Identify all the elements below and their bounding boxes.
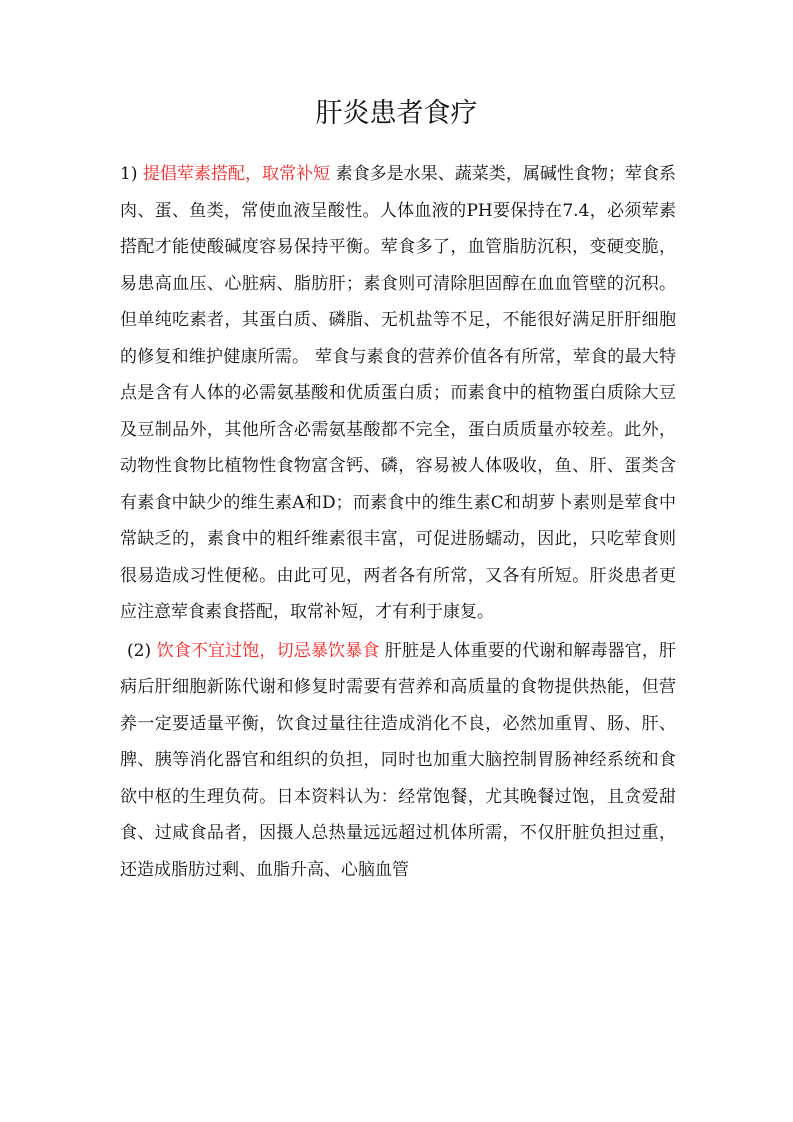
paragraph-2-heading: 饮食不宜过饱，切忌暴饮暴食 (156, 640, 380, 661)
paragraph-2-text: 肝脏是人体重要的代谢和解毒器官，肝病后肝细胞新陈代谢和修复时需要有营养和高质量的食物提供热能，但营养一定要适量平衡，饮食过量往往造成消化不良，必然加重胃、肠、肝、脾、胰等消化器官和组织的负担，同时也加重大脑控制胃肠神经系统和食欲中枢的生理负荷。日本资料认为：经常饱餐，尤其晚餐过饱，且贪爱甜食、过咸食品者，因摄人总热量远远超过机体所需，不仅肝脏负担过重，还造成脂肪过剩、血脂升高、心脑血管 (120, 640, 677, 880)
paragraph-2 (120, 633, 676, 889)
paragraph-2-number: (2) (127, 640, 152, 661)
document-body (120, 156, 676, 888)
paragraph-1 (120, 156, 676, 631)
paragraph-1-heading: 提倡荤素搭配，取常补短 (142, 164, 331, 184)
paragraph-1-text: 素食多是水果、蔬菜类，属碱性食物；荤食系肉、蛋、鱼类，常使血液呈酸性。人体血液的PH要保持在7.4，必须荤素搭配才能使酸碱度容易保持平衡。荤食多了，血管脂肪沉积，变硬变脆，易患高血压、心脏病、脂肪肝；素食则可清除胆固醇在血血管壁的沉积。但单纯吃素者，其蛋白质、磷脂、无机盐等不足，不能很好满足肝肝细胞的修复和维护健康所需。 荤食与素食的营养价值各有所常，荤食的最大特点是含有人体的必需氨基酸和优质蛋白质；而素食中的植物蛋白质除大豆及豆制品外，其他所含必需氨基酸都不完全，蛋白质质量亦较差。此外，动物性食物比植物性食物富含钙、磷，容易被人体吸收，鱼、肝、蛋类含有素食中缺少的维生素A和D；而素食中的维生素C和胡萝卜素则是荤食中常缺乏的，素食中的粗纤维素很丰富，可促进肠蠕动，因此，只吃荤食则很易造成习性便秘。由此可见，两者各有所常，又各有所短。肝炎患者更应注意荤食素食搭配，取常补短，才有利于康复。 (120, 164, 677, 622)
paragraph-1-number: 1) (120, 164, 138, 184)
document-title: 肝炎患者食疗 (315, 98, 478, 129)
